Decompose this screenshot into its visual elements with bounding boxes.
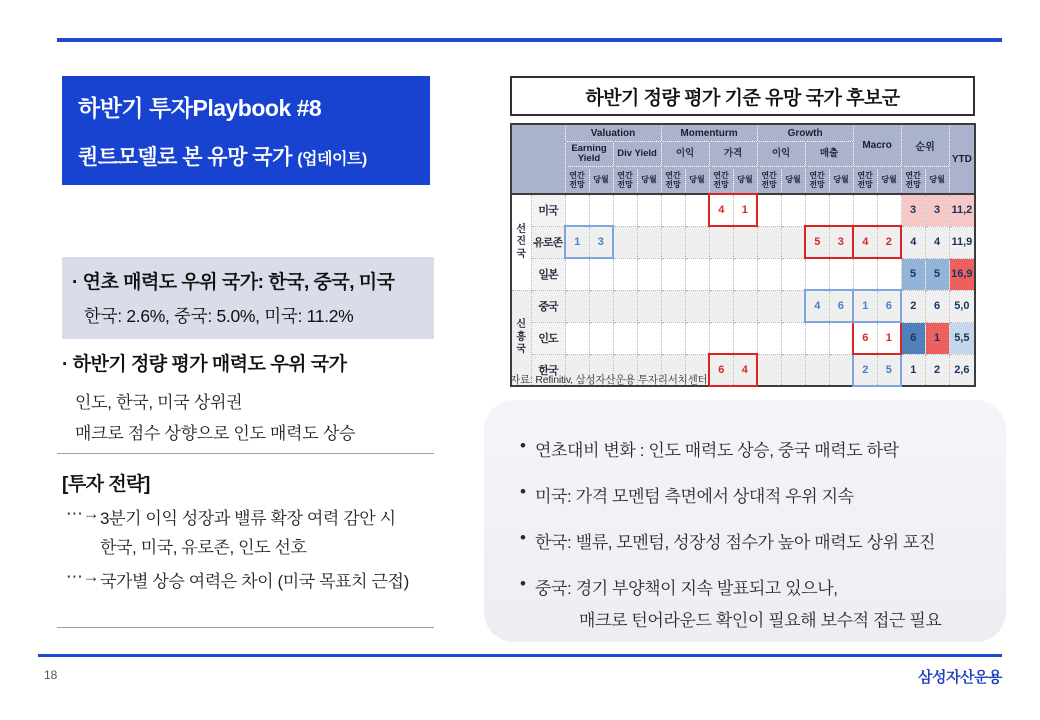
header-month: 당월 [733, 167, 757, 195]
rank-cell: 5 [901, 258, 925, 290]
header-month: 당월 [877, 167, 901, 195]
rank-cell: 2 [901, 290, 925, 322]
rank-cell: 4 [901, 226, 925, 258]
data-cell [685, 226, 709, 258]
data-cell [685, 322, 709, 354]
table-row [511, 194, 975, 226]
data-cell [589, 322, 613, 354]
header-growth: Growth [757, 124, 853, 142]
data-cell: 2 [877, 226, 901, 258]
header-month: 당월 [781, 167, 805, 195]
header-sub: 매출 [805, 142, 853, 167]
ytd-cell: 2,6 [949, 354, 975, 386]
data-cell [637, 258, 661, 290]
header-sub: 가격 [709, 142, 757, 167]
data-cell [829, 258, 853, 290]
data-cell [589, 194, 613, 226]
data-cell [565, 258, 589, 290]
country-cell: 인도 [531, 322, 565, 354]
data-cell [661, 194, 685, 226]
country-cell: 한국 [531, 354, 565, 386]
data-cell [829, 354, 853, 386]
slide-title-line2 [78, 141, 414, 171]
ytd-cell: 5,0 [949, 290, 975, 322]
data-cell: 1 [877, 322, 901, 354]
data-cell [781, 322, 805, 354]
table-row [511, 258, 975, 290]
ytd-cell: 5,5 [949, 322, 975, 354]
data-cell: 2 [853, 354, 877, 386]
data-cell [757, 290, 781, 322]
note-text: 한국: 밸류, 모멘텀, 성장성 점수가 높아 매력도 상위 포진 [535, 533, 936, 552]
data-cell: 6 [853, 322, 877, 354]
rank-cell: 4 [925, 226, 949, 258]
header-annual: 연간전망 [901, 167, 925, 195]
data-cell [757, 322, 781, 354]
header-annual: 연간전망 [853, 167, 877, 195]
data-cell: 4 [853, 226, 877, 258]
header-month: 당월 [685, 167, 709, 195]
note-item [520, 574, 978, 631]
highlight-box [62, 257, 434, 339]
header-annual: 연간전망 [757, 167, 781, 195]
data-cell: 5 [805, 226, 829, 258]
data-cell [661, 290, 685, 322]
highlight-title: · 연초 매력도 우위 국가: 한국, 중국, 미국 [72, 272, 395, 293]
data-cell [853, 194, 877, 226]
data-cell [829, 322, 853, 354]
table-row [511, 226, 975, 258]
header-rank: 순위 [901, 124, 949, 167]
bullet-icon: • [520, 436, 526, 455]
header-macro: Macro [853, 124, 901, 167]
table-title: 하반기 정량 평가 기준 유망 국가 후보군 [510, 76, 975, 116]
dashed-arrow-icon: ⋯→ [66, 504, 100, 523]
data-cell: 4 [805, 290, 829, 322]
data-cell [805, 258, 829, 290]
data-cell [733, 258, 757, 290]
header-sub: 이익 [757, 142, 805, 167]
bullet-icon: • [520, 574, 526, 593]
country-cell: 유로존 [531, 226, 565, 258]
data-cell [829, 194, 853, 226]
header-annual: 연간전망 [805, 167, 829, 195]
data-cell [757, 258, 781, 290]
title-box [62, 76, 430, 185]
note-item [520, 482, 978, 507]
data-cell: 3 [589, 226, 613, 258]
header-month: 당월 [637, 167, 661, 195]
header-month: 당월 [589, 167, 613, 195]
data-cell [613, 194, 637, 226]
notes-list [520, 436, 978, 631]
data-cell [613, 226, 637, 258]
data-cell [709, 258, 733, 290]
quant-table-wrap [510, 123, 976, 387]
country-cell: 일본 [531, 258, 565, 290]
note-item [520, 436, 978, 461]
point2-title: · 하반기 정량 평가 매력도 우위 국가 [62, 354, 347, 375]
notes-box [484, 400, 1006, 642]
data-cell [781, 226, 805, 258]
rank-cell: 5 [925, 258, 949, 290]
data-cell [877, 194, 901, 226]
strategy-item [66, 567, 446, 592]
bullet-icon: • [520, 482, 526, 501]
table-row [511, 290, 975, 322]
header-momentum: Momenturm [661, 124, 757, 142]
group-cell: 선 진 국 [511, 194, 531, 290]
data-cell [709, 322, 733, 354]
data-cell [661, 226, 685, 258]
ytd-cell: 11,9 [949, 226, 975, 258]
note-item [520, 528, 978, 553]
rank-cell: 6 [925, 290, 949, 322]
rank-cell: 1 [901, 354, 925, 386]
data-cell [565, 322, 589, 354]
header-corner [511, 124, 565, 194]
data-cell: 1 [733, 194, 757, 226]
rank-cell: 1 [925, 322, 949, 354]
data-cell [685, 194, 709, 226]
ytd-cell: 16,9 [949, 258, 975, 290]
top-rule [57, 38, 1002, 42]
data-cell [637, 194, 661, 226]
data-cell [661, 322, 685, 354]
data-cell: 5 [877, 354, 901, 386]
data-cell: 3 [829, 226, 853, 258]
data-cell: 4 [709, 194, 733, 226]
header-month: 당월 [829, 167, 853, 195]
data-cell [877, 258, 901, 290]
data-cell [661, 258, 685, 290]
dashed-arrow-icon: ⋯→ [66, 567, 100, 586]
data-cell [757, 354, 781, 386]
data-cell [805, 194, 829, 226]
ytd-cell: 11,2 [949, 194, 975, 226]
data-cell [853, 258, 877, 290]
data-cell [613, 322, 637, 354]
strategy-text: 3분기 이익 성장과 밸류 확장 여력 감안 시 한국, 미국, 유로존, 인도 선호 [100, 509, 396, 557]
data-cell: 6 [709, 354, 733, 386]
quant-table [510, 123, 976, 387]
data-cell [781, 194, 805, 226]
data-cell [709, 290, 733, 322]
rank-cell: 6 [901, 322, 925, 354]
strategy-item [66, 504, 446, 558]
rank-cell: 3 [901, 194, 925, 226]
country-cell: 중국 [531, 290, 565, 322]
slide-title-line1: 하반기 투자Playbook #8 [78, 95, 322, 121]
rank-cell: 3 [925, 194, 949, 226]
data-cell [637, 226, 661, 258]
data-cell [589, 290, 613, 322]
data-cell: 1 [853, 290, 877, 322]
data-cell [637, 290, 661, 322]
data-cell [733, 226, 757, 258]
data-cell [805, 322, 829, 354]
bullet-icon: • [520, 528, 526, 547]
data-cell [757, 226, 781, 258]
note-text: 미국: 가격 모멘텀 측면에서 상대적 우위 지속 [535, 487, 854, 506]
data-cell: 1 [565, 226, 589, 258]
data-cell: 6 [829, 290, 853, 322]
strategy-list [66, 504, 446, 601]
table-source: 자료: Refinitiv, 삼성자산운용 투자리서치센터 [510, 374, 708, 386]
rank-cell: 2 [925, 354, 949, 386]
table-row [511, 322, 975, 354]
header-sub: 이익 [661, 142, 709, 167]
header-annual: 연간전망 [661, 167, 685, 195]
company-logo: 삼성자산운용 [918, 669, 1002, 686]
data-cell [781, 290, 805, 322]
data-cell [685, 290, 709, 322]
data-cell [781, 354, 805, 386]
note-text: 연초대비 변화 : 인도 매력도 상승, 중국 매력도 하락 [535, 441, 899, 460]
point2-line1: 인도, 한국, 미국 상위권 [75, 393, 243, 412]
data-cell [733, 322, 757, 354]
data-cell [613, 290, 637, 322]
header-annual: 연간전망 [709, 167, 733, 195]
country-cell: 미국 [531, 194, 565, 226]
header-ytd: YTD [949, 124, 975, 194]
slide-subtitle: 퀀트모델로 본 유망 국가 [78, 146, 298, 169]
header-annual: 연간전망 [613, 167, 637, 195]
point2-line2: 매크로 점수 상향으로 인도 매력도 상승 [75, 424, 356, 443]
strategy-title: [투자 전략] [62, 474, 150, 495]
data-cell [685, 258, 709, 290]
data-cell [781, 258, 805, 290]
data-cell [805, 354, 829, 386]
header-sub: Earning Yield [565, 142, 613, 167]
header-annual: 연간전망 [565, 167, 589, 195]
data-cell [589, 258, 613, 290]
header-month: 당월 [925, 167, 949, 195]
divider [57, 627, 434, 628]
strategy-text: 국가별 상승 여력은 차이 (미국 목표치 근접) [100, 572, 409, 591]
data-cell [565, 290, 589, 322]
data-cell [637, 322, 661, 354]
data-cell [757, 194, 781, 226]
highlight-values: 한국: 2.6%, 중국: 5.0%, 미국: 11.2% [84, 306, 354, 326]
group-cell: 신 흥 국 [511, 290, 531, 386]
data-cell [565, 194, 589, 226]
header-sub: Div Yield [613, 142, 661, 167]
header-valuation: Valuation [565, 124, 661, 142]
data-cell [613, 258, 637, 290]
slide-subtitle-note: (업데이트) [297, 151, 367, 168]
bottom-rule [38, 654, 1002, 657]
data-cell: 6 [877, 290, 901, 322]
note-text: 중국: 경기 부양책이 지속 발표되고 있으나, 매크로 턴어라운드 확인이 필요해 보수적 접근 필요 [535, 579, 942, 630]
page-number: 18 [44, 668, 58, 682]
data-cell [709, 226, 733, 258]
data-cell [733, 290, 757, 322]
data-cell: 4 [733, 354, 757, 386]
divider [57, 453, 434, 454]
